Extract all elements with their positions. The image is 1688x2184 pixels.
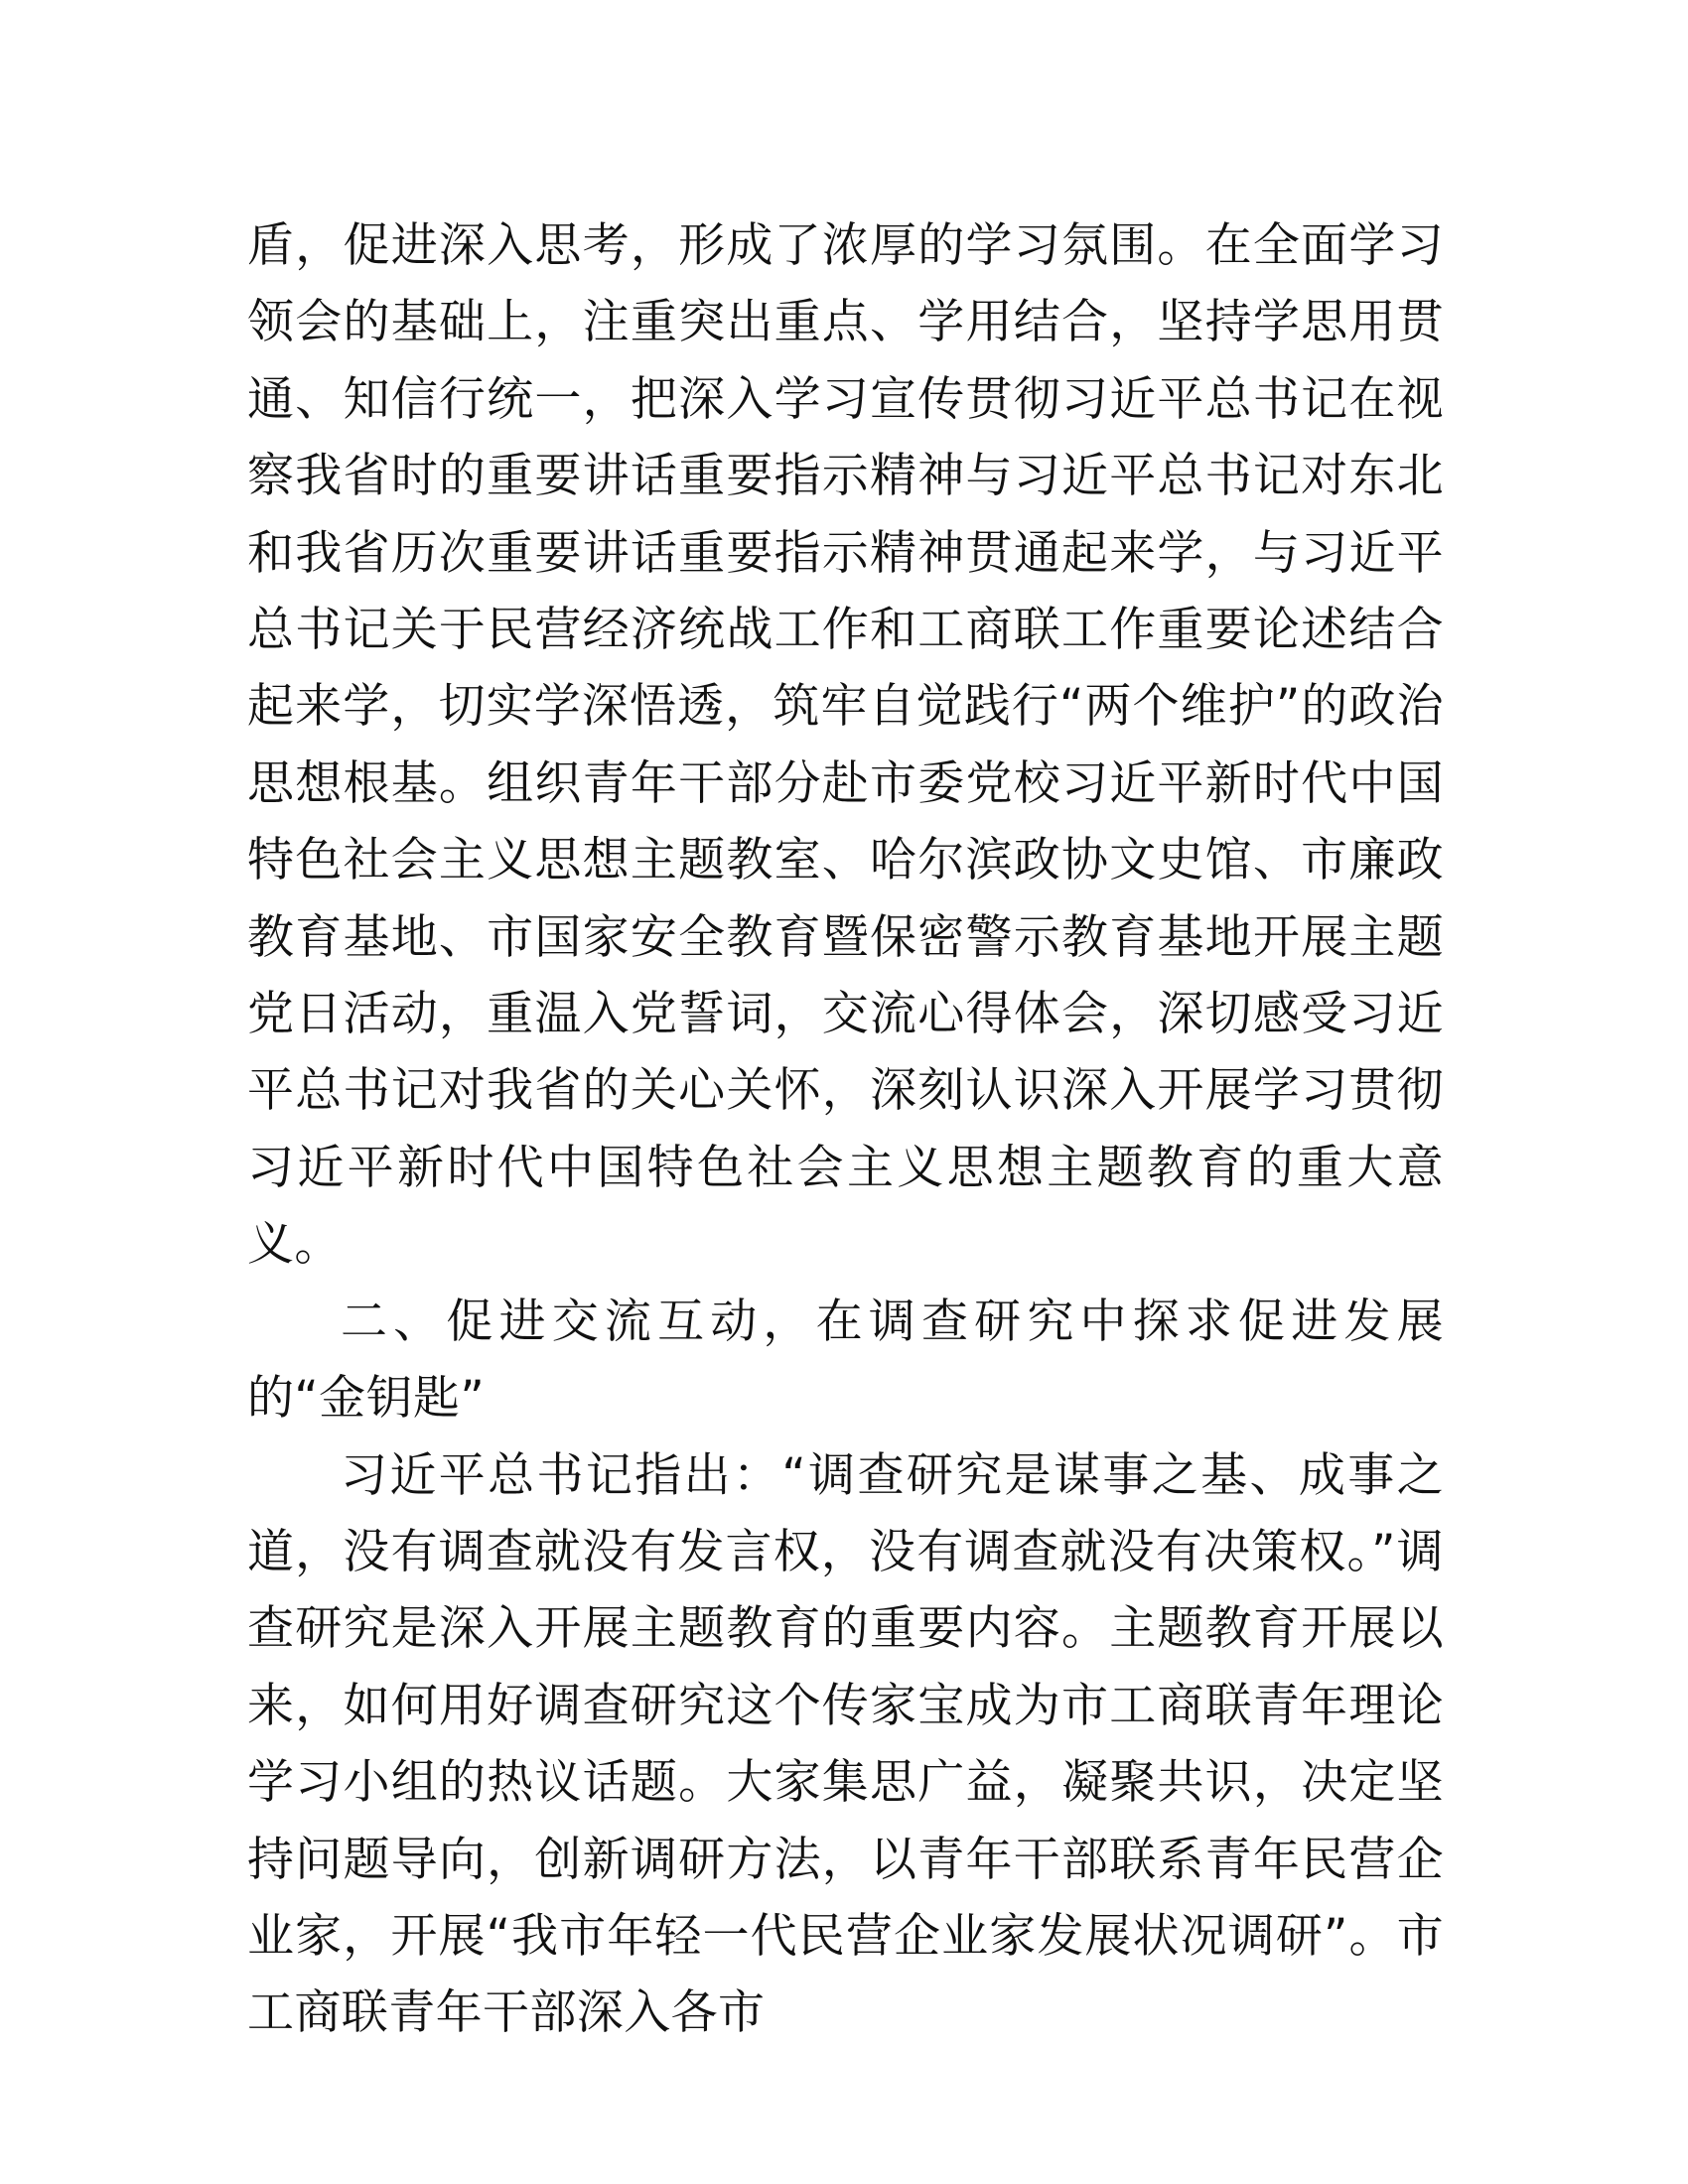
paragraph-continuation: 盾，促进深入思考，形成了浓厚的学习氛围。在全面学习领会的基础上，注重突出重点、学用结合，坚持学思用贯通、知信行统一，把深入学习宣传贯彻习近平总书记在视察我省时的重要讲话重要指示精神与习近平总书记对东北和我省历次重要讲话重要指示精神贯通起来学，与习近平总书记关于民营经济统战工作和工商联工作重要论述结合起来学，切实学深悟透，筑牢自觉践行“两个维护”的政治思想根基。组织青年干部分赴市委党校习近平新时代中国特色社会主义思想主题教室、哈尔滨政协文史馆、市廉政教育基地、市国家安全教育暨保密警示教育基地开展主题党日活动，重温入党誓词，交流心得体会，深切感受习近平总书记对我省的关心关怀，深刻认识深入开展学习贯彻习近平新时代中国特色社会主义思想主题教育的重大意义。	[247, 218, 1444, 1273]
document-body	[247, 207, 1444, 2052]
paragraph-research: 习近平总书记指出：“调查研究是谋事之基、成事之道，没有调查就没有发言权，没有调查就没有决策权。”调查研究是深入开展主题教育的重要内容。主题教育开展以来，如何用好调查研究这个传家宝成为市工商联青年理论学习小组的热议话题。大家集思广益，凝聚共识，决定坚持问题导向，创新调研方法，以青年干部联系青年民营企业家，开展“我市年轻一代民营企业家发展状况调研”。市工商联青年干部深入各市	[247, 1447, 1444, 2041]
section-heading: 二、促进交流互动，在调查研究中探求促进发展的“金钥匙”	[247, 1294, 1444, 1427]
